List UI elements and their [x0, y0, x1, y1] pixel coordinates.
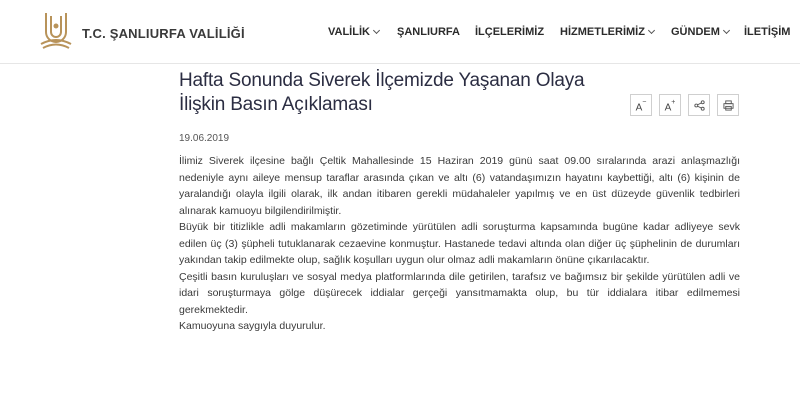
share-button[interactable] [688, 94, 710, 116]
share-icon [694, 100, 705, 111]
font-decrease-label: A [635, 102, 643, 114]
article-paragraph: Kamuoyuna saygıyla duyurulur. [179, 320, 326, 332]
font-increase-button[interactable] [659, 94, 681, 116]
font-increase-label: A [664, 102, 672, 114]
nav-item-hizmetlerimiz[interactable] [560, 26, 654, 38]
article-body [179, 153, 740, 335]
nav-item-iletisim[interactable] [744, 26, 790, 38]
article-paragraph: İlimiz Siverek ilçesine bağlı Çeltik Mahallesinde 15 Haziran 2019 günü saat 09.00 sıralarında arazi anlaşmazlığı nedeniyle aynı aileye mensup taraflar arasında çıkan ve altı (6) vatandaşımızın hayatını kaybettiği, altı (6) kişinin de yaralandığı olayla ilgili olarak, ilk andan itibaren gerekli müdahaleler yapılmış ve en üst düzeyde güvenlik tedbirleri alınarak kamuoyu bilgilendirilmiştir. [179, 155, 740, 217]
nav-item-ilcelerimiz[interactable] [475, 26, 544, 38]
article-tools [0, 94, 800, 116]
nav-label: VALİLİK [328, 26, 370, 38]
nav-item-gundem[interactable] [671, 26, 729, 38]
article-paragraph: Büyük bir titizlikle adli makamların gözetiminde yürütülen adli soruşturma kapsamında bugüne kadar adliyeye sevk edilen üç (3) şüpheli tutuklanarak cezaevine konmuştur. Hastanede tedavi altında olan diğer üç şüphelinin de durumları yakından takip edilmekte olup, sağlık koşulları uygun olur olmaz adli makamların önüne çıkarılacaktır. [179, 221, 740, 266]
chevron-down-icon [373, 27, 380, 34]
print-button[interactable] [717, 94, 739, 116]
chevron-down-icon [648, 27, 655, 34]
site-header [0, 0, 800, 64]
nav-label: İLÇELERİMİZ [475, 26, 545, 38]
article-title: Hafta Sonunda Siverek İlçemizde Yaşanan Olaya İlişkin Basın Açıklaması [179, 70, 585, 115]
font-decrease-sign: − [642, 99, 647, 106]
main-nav [0, 26, 800, 42]
print-icon [723, 100, 734, 111]
nav-label: İLETİŞİM [744, 26, 791, 38]
font-decrease-button[interactable] [630, 94, 652, 116]
nav-label: ŞANLIURFA [397, 26, 460, 38]
chevron-down-icon [723, 27, 730, 34]
nav-label: HİZMETLERİMİZ [560, 26, 645, 38]
nav-label: GÜNDEM [671, 26, 720, 38]
site-title[interactable]: T.C. ŞANLIURFA VALİLİĞİ [82, 26, 245, 41]
article-paragraph: Çeşitli basın kuruluşları ve sosyal medya platformlarında dile getirilen, tarafsız ve bağımsız bir şekilde yürütülen adli ve idari soruşturmaya gölge düşürecek iddialar gerçeği yansıtmamakta olup, bu tür iddialara itibar edilmemesi gerekmektedir. [179, 270, 740, 316]
nav-item-valilik[interactable] [328, 26, 379, 38]
font-increase-sign: + [671, 99, 676, 106]
nav-item-sanliurfa[interactable] [397, 26, 460, 38]
article-date: 19.06.2019 [179, 133, 230, 144]
